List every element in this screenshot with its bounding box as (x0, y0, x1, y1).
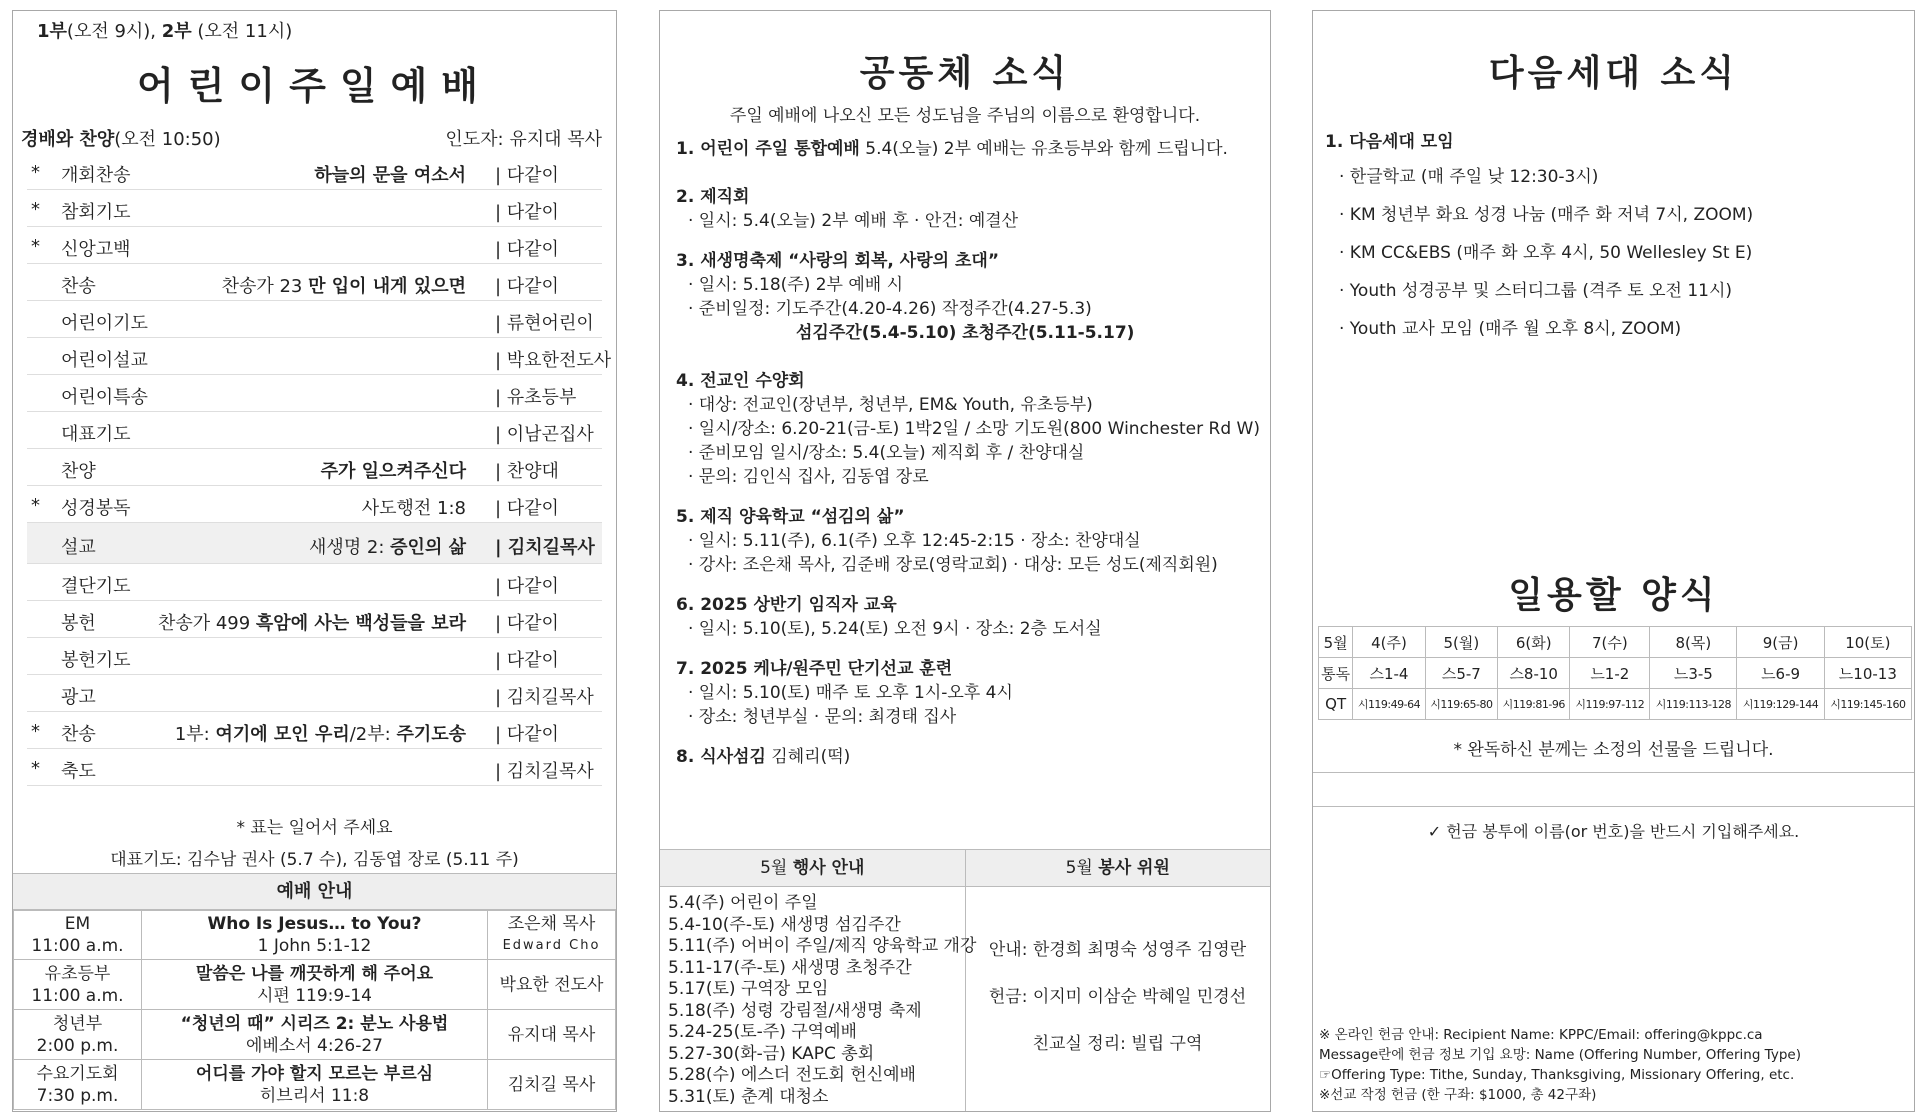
service-group: 유초등부 (44, 963, 111, 984)
page-title: 어린이주일예배 (137, 64, 492, 108)
order-item-desc: 주가 일으켜주신다 (320, 461, 466, 482)
preacher-name: 조은채 목사 (507, 913, 596, 934)
next-gen-item: · KM 청년부 화요 성경 나눔 (매주 화 저녁 7시, ZOOM) (1339, 205, 1754, 225)
stand-marker: * (31, 236, 40, 257)
event-item: 5.11-17(주-토) 새생명 초청주간 (668, 957, 912, 978)
order-item-leader: | 다같이 (495, 202, 559, 223)
order-item-leader: | 유초등부 (495, 387, 577, 408)
preacher-name: 김치길 목사 (507, 1074, 596, 1095)
order-item-name: 축도 (61, 761, 96, 782)
order-row (27, 449, 602, 486)
order-row (27, 301, 602, 338)
order-row (27, 749, 602, 786)
divider (1313, 806, 1914, 807)
events-heading-month: 5월 (760, 858, 793, 878)
order-row-sermon (27, 523, 602, 564)
order-row (27, 638, 602, 675)
desc-title: 여기에 모인 우리 (215, 724, 350, 745)
table-cell: 시119:97-112 (1570, 689, 1650, 720)
news-line: · 일시/장소: 6.20-21(금-토) 1박2일 / 소망 기도원(800 Winchester Rd W) (688, 419, 1260, 439)
event-item: 5.4-10(주-토) 새생명 섬김주간 (668, 914, 901, 935)
helpers-heading-month: 5월 (1065, 858, 1099, 878)
table-cell: 느10-13 (1824, 658, 1911, 689)
order-row (27, 412, 602, 449)
order-item-name: 봉헌기도 (61, 650, 131, 671)
order-item-name: 어린이특송 (61, 387, 148, 408)
table-cell: 스5-7 (1425, 658, 1497, 689)
table-cell: 느6-9 (1737, 658, 1824, 689)
order-row (27, 712, 602, 749)
order-item-desc (222, 272, 466, 298)
table-cell: 시119:129-144 (1737, 689, 1824, 720)
next-gen-title: 다음세대 소식 (1488, 53, 1739, 94)
worship-order-panel (12, 10, 617, 1112)
online-offering-line: ※선교 작정 헌금 (한 구좌: $1000, 총 42구좌) (1319, 1087, 1597, 1103)
order-item-leader: | 다같이 (495, 239, 559, 260)
desc-prefix: 새생명 2: (309, 537, 391, 558)
events-heading (660, 850, 966, 886)
order-row (27, 338, 612, 375)
news-line: · 준비일정: 기도주간(4.20-4.26) 작정주간(4.27-5.3) (688, 299, 1092, 319)
service-row (14, 960, 616, 1010)
order-item-leader: | 다같이 (495, 576, 559, 597)
community-news-panel (659, 10, 1271, 1112)
next-gen-list (1325, 127, 1753, 352)
order-row (27, 486, 602, 523)
order-item-name: 참회기도 (61, 202, 131, 223)
gift-note: * 완독하신 분께는 소정의 선물을 드립니다. (1453, 740, 1774, 760)
order-item-name: 대표기도 (61, 424, 131, 445)
news-text: 김혜리(떡) (765, 747, 851, 767)
order-row (27, 190, 602, 227)
table-cell: 10(토) (1824, 627, 1911, 658)
service-group: EM (64, 913, 91, 934)
stand-marker: * (31, 721, 40, 742)
praise-row (21, 125, 602, 151)
order-item-name: 찬송 (61, 276, 96, 297)
services-table (13, 909, 616, 1110)
desc-title: 증인의 삶 (390, 537, 466, 558)
preacher-name: 유지대 목사 (507, 1024, 596, 1045)
table-cell: 느3-5 (1650, 658, 1737, 689)
worship-order-list (27, 153, 612, 786)
reading-plan-header (1319, 627, 1912, 658)
table-cell: 4(주) (1353, 627, 1425, 658)
table-cell: 통독 (1319, 658, 1353, 689)
news-heading: 7. 2025 케냐/원주민 단기선교 훈련 (676, 659, 953, 679)
order-item-name: 성경봉독 (61, 498, 131, 519)
session-2-label: 2부 (161, 21, 192, 42)
online-offering-line: Message란에 헌금 정보 기입 요망: Name (Offering Number, Offering Type) (1319, 1047, 1801, 1063)
news-item-1 (676, 137, 1260, 161)
next-generation-panel (1312, 10, 1915, 1112)
next-gen-item: · Youth 교사 모임 (매주 월 오후 8시, ZOOM) (1339, 319, 1682, 339)
reading-plan-qt (1319, 689, 1912, 720)
event-item: 5.11(주) 어버이 주일/제직 양육학교 개강 (668, 936, 977, 956)
sermon-verse: 1 John 5:1-12 (257, 935, 372, 956)
sermon-title: “청년의 때” 시리즈 2: 분노 사용법 (180, 1013, 449, 1034)
order-item-leader: | 류현어린이 (495, 313, 594, 334)
sermon-verse: 시편 119:9-14 (256, 985, 372, 1006)
news-heading: 1. 어린이 주일 통합예배 (676, 139, 860, 159)
divider (1313, 772, 1914, 773)
order-item-leader: | 김치길목사 (495, 537, 595, 558)
order-item-desc (175, 720, 466, 746)
order-item-name: 설교 (61, 537, 96, 558)
helper-cleanup: 친교실 정리: 빌립 구역 (1032, 1034, 1203, 1054)
helper-offering: 헌금: 이지미 이삼순 박혜일 민경선 (988, 987, 1247, 1007)
table-cell: 5월 (1319, 627, 1353, 658)
preacher-name: 박요한 전도사 (499, 974, 604, 995)
community-title: 공동체 소식 (859, 53, 1071, 94)
table-cell: 5(월) (1425, 627, 1497, 658)
order-item-name: 봉헌 (61, 613, 96, 634)
service-group: 수요기도회 (36, 1063, 119, 1084)
news-line: · 일시: 5.10(토) 매주 토 오후 1시-오후 4시 (688, 683, 1013, 703)
table-cell: 시119:81-96 (1498, 689, 1570, 720)
desc-prefix: 찬송가 499 (157, 613, 256, 634)
event-item: 5.28(수) 에스더 전도회 헌신예배 (668, 1065, 916, 1085)
order-item-name: 결단기도 (61, 576, 131, 597)
desc-title: 만 입이 내게 있으면 (308, 276, 466, 297)
order-item-leader: | 김치길목사 (495, 761, 594, 782)
order-item-name: 어린이설교 (61, 350, 148, 371)
next-gen-heading: 1. 다음세대 모임 (1325, 132, 1454, 152)
stand-marker: * (31, 199, 40, 220)
table-cell: 느1-2 (1570, 658, 1650, 689)
news-line: · 일시: 5.18(주) 2부 예배 시 (688, 275, 904, 295)
table-cell: 9(금) (1737, 627, 1824, 658)
table-cell: 시119:113-128 (1650, 689, 1737, 720)
online-offering-info (1319, 1025, 1801, 1105)
news-heading: 2. 제직회 (676, 187, 750, 207)
news-heading: 6. 2025 상반기 임직자 교육 (676, 595, 897, 615)
order-item-leader: | 다같이 (495, 613, 559, 634)
service-row (14, 1010, 616, 1060)
session-times (37, 17, 292, 43)
session-2-time: (오전 11시) (191, 21, 293, 42)
news-line: · 대상: 전교인(장년부, 청년부, EM& Youth, 유초등부) (688, 395, 1093, 415)
news-line: · 준비모임 일시/장소: 5.4(오늘) 제직회 후 / 찬양대실 (688, 443, 1085, 463)
table-cell: 8(목) (1650, 627, 1737, 658)
news-heading: 8. 식사섬김 (676, 747, 766, 767)
news-list (676, 137, 1260, 769)
event-item: 5.31(토) 춘계 대청소 (668, 1086, 829, 1107)
order-row (27, 264, 602, 301)
order-row (27, 375, 602, 412)
service-time: 11:00 a.m. (31, 935, 124, 956)
order-item-leader: | 다같이 (495, 165, 559, 186)
order-item-name: 광고 (61, 687, 96, 708)
order-row (27, 601, 602, 638)
service-group: 청년부 (52, 1013, 103, 1034)
service-row (14, 910, 616, 960)
sermon-verse: 에베소서 4:26-27 (245, 1035, 384, 1056)
session-1-time: (오전 9시), (66, 21, 162, 42)
next-gen-item: · KM CC&EBS (매주 화 오후 4시, 50 Wellesley St E) (1339, 243, 1753, 263)
desc-title: 흑암에 사는 백성들을 보라 (255, 613, 466, 634)
online-offering-line: ※ 온라인 헌금 안내: Recipient Name: KPPC/Email: offering@kppc.ca (1319, 1027, 1763, 1043)
table-cell: 스8-10 (1498, 658, 1570, 689)
next-gen-item: · 한글학교 (매 주일 낮 12:30-3시) (1339, 167, 1599, 187)
reading-plan-tongdok (1319, 658, 1912, 689)
services-heading: 예배 안내 (13, 873, 616, 911)
helpers-heading (966, 850, 1271, 886)
reading-plan-table (1318, 626, 1912, 720)
sermon-verse: 히브리서 11:8 (259, 1085, 370, 1106)
order-item-desc: 사도행전 1:8 (361, 498, 466, 519)
next-gen-item: · Youth 성경공부 및 스터디그룹 (격주 토 오전 11시) (1339, 281, 1733, 301)
order-item-leader: | 박요한전도사 (495, 350, 612, 371)
stand-note: * 표는 일어서 주세요 (236, 818, 393, 838)
service-time: 7:30 p.m. (36, 1085, 119, 1106)
order-item-leader: | 다같이 (495, 650, 559, 671)
service-row (14, 1060, 616, 1110)
order-item-name: 찬양 (61, 461, 96, 482)
order-item-leader: | 다같이 (495, 498, 559, 519)
sermon-title: 말씀은 나를 깨끗하게 해 주어요 (195, 963, 434, 984)
table-cell: 시119:49-64 (1353, 689, 1425, 720)
order-item-name: 어린이기도 (61, 313, 148, 334)
event-item: 5.27-30(화-금) KAPC 총회 (668, 1043, 875, 1064)
order-item-leader: | 다같이 (495, 276, 559, 297)
table-cell: 시119:145-160 (1824, 689, 1911, 720)
daily-bread-title: 일용할 양식 (1508, 575, 1719, 616)
order-item-name: 신앙고백 (61, 239, 131, 260)
bottom-headings (660, 849, 1270, 887)
envelope-note: ✓ 헌금 봉투에 이름(or 번호)을 반드시 기입해주세요. (1427, 822, 1800, 841)
helpers-heading-label: 봉사 위원 (1098, 858, 1170, 878)
event-item: 5.18(주) 성령 강림절/새생명 축제 (668, 1000, 922, 1021)
events-heading-label: 행사 안내 (792, 858, 865, 878)
session-1-label: 1부 (37, 21, 67, 42)
helper-guide: 안내: 한경희 최명숙 성영주 김영란 (988, 940, 1247, 960)
table-cell: QT (1319, 689, 1353, 720)
stand-marker: * (31, 495, 40, 516)
service-time: 11:00 a.m. (31, 985, 124, 1006)
online-offering-line: ☞Offering Type: Tithe, Sunday, Thanksgiving, Missionary Offering, etc. (1319, 1067, 1795, 1083)
desc-mid: /2부: (349, 724, 397, 745)
event-item: 5.4(주) 어린이 주일 (668, 893, 818, 913)
table-cell: 시119:65-80 (1425, 689, 1497, 720)
order-item-leader: | 김치길목사 (495, 687, 594, 708)
order-item-name: 개회찬송 (61, 165, 131, 186)
stand-marker: * (31, 162, 40, 183)
preacher-name-en: Edward Cho (502, 937, 601, 953)
praise-time: (오전 10:50) (114, 129, 221, 150)
stand-marker: * (31, 758, 40, 779)
news-line: · 문의: 김인식 집사, 김동엽 장로 (688, 467, 929, 487)
order-item-desc (309, 533, 466, 559)
news-line: · 일시: 5.11(주), 6.1(주) 오후 12:45-2:15 · 장소: 찬양대실 (688, 531, 1141, 551)
news-heading: 5. 제직 양육학교 “섬김의 삶” (676, 507, 905, 527)
order-item-desc (158, 609, 466, 635)
news-line: · 강사: 조은채 목사, 김준배 장로(영락교회) · 대상: 모든 성도(제직회원) (688, 555, 1218, 575)
order-item-leader: | 이남곤집사 (495, 424, 594, 445)
events-list (668, 893, 976, 1108)
order-item-name: 찬송 (61, 724, 96, 745)
order-row (27, 564, 602, 601)
order-row (27, 675, 602, 712)
news-line: · 일시: 5.4(오늘) 2부 예배 후 · 안건: 예결산 (688, 211, 1019, 231)
event-item: 5.24-25(토-주) 구역예배 (668, 1022, 857, 1042)
table-cell: 스1-4 (1353, 658, 1425, 689)
event-item: 5.17(토) 구역장 모임 (668, 979, 829, 999)
order-item-leader: | 찬양대 (495, 461, 559, 482)
welcome-text: 주일 예배에 나오신 모든 성도님을 주님의 이름으로 환영합니다. (729, 106, 1201, 126)
desc-prefix: 찬송가 23 (221, 276, 309, 297)
order-row (27, 153, 602, 190)
news-heading: 3. 새생명축제 “사랑의 회복, 사랑의 초대” (676, 251, 1000, 271)
praise-leader: 인도자: 유지대 목사 (445, 129, 602, 150)
order-item-leader: | 다같이 (495, 724, 559, 745)
news-item-8 (676, 745, 1260, 769)
desc-prefix: 1부: (174, 724, 216, 745)
news-line: · 일시: 5.10(토), 5.24(토) 오전 9시 · 장소: 2층 도서실 (688, 619, 1102, 639)
service-time: 2:00 p.m. (36, 1035, 119, 1056)
sermon-title: Who Is Jesus… to You? (207, 913, 422, 934)
sermon-title: 어디를 가야 할지 모르는 부르심 (195, 1063, 434, 1084)
news-heading: 4. 전교인 수양회 (676, 371, 805, 391)
table-cell: 7(수) (1570, 627, 1650, 658)
order-row (27, 227, 602, 264)
praise-label: 경배와 찬양 (21, 129, 115, 150)
news-text: 5.4(오늘) 2부 예배는 유초등부와 함께 드립니다. (859, 139, 1228, 159)
helpers-list (965, 935, 1270, 1076)
table-cell: 6(화) (1498, 627, 1570, 658)
prayer-note: 대표기도: 김수남 권사 (5.7 수), 김동엽 장로 (5.11 주) (110, 850, 519, 870)
news-line: · 장소: 청년부실 · 문의: 최경태 집사 (688, 707, 957, 727)
desc-title-2: 주기도송 (396, 724, 466, 745)
news-line: 섬김주간(5.4-5.10) 초청주간(5.11-5.17) (796, 323, 1135, 343)
order-item-desc: 하늘의 문을 여소서 (314, 165, 466, 186)
